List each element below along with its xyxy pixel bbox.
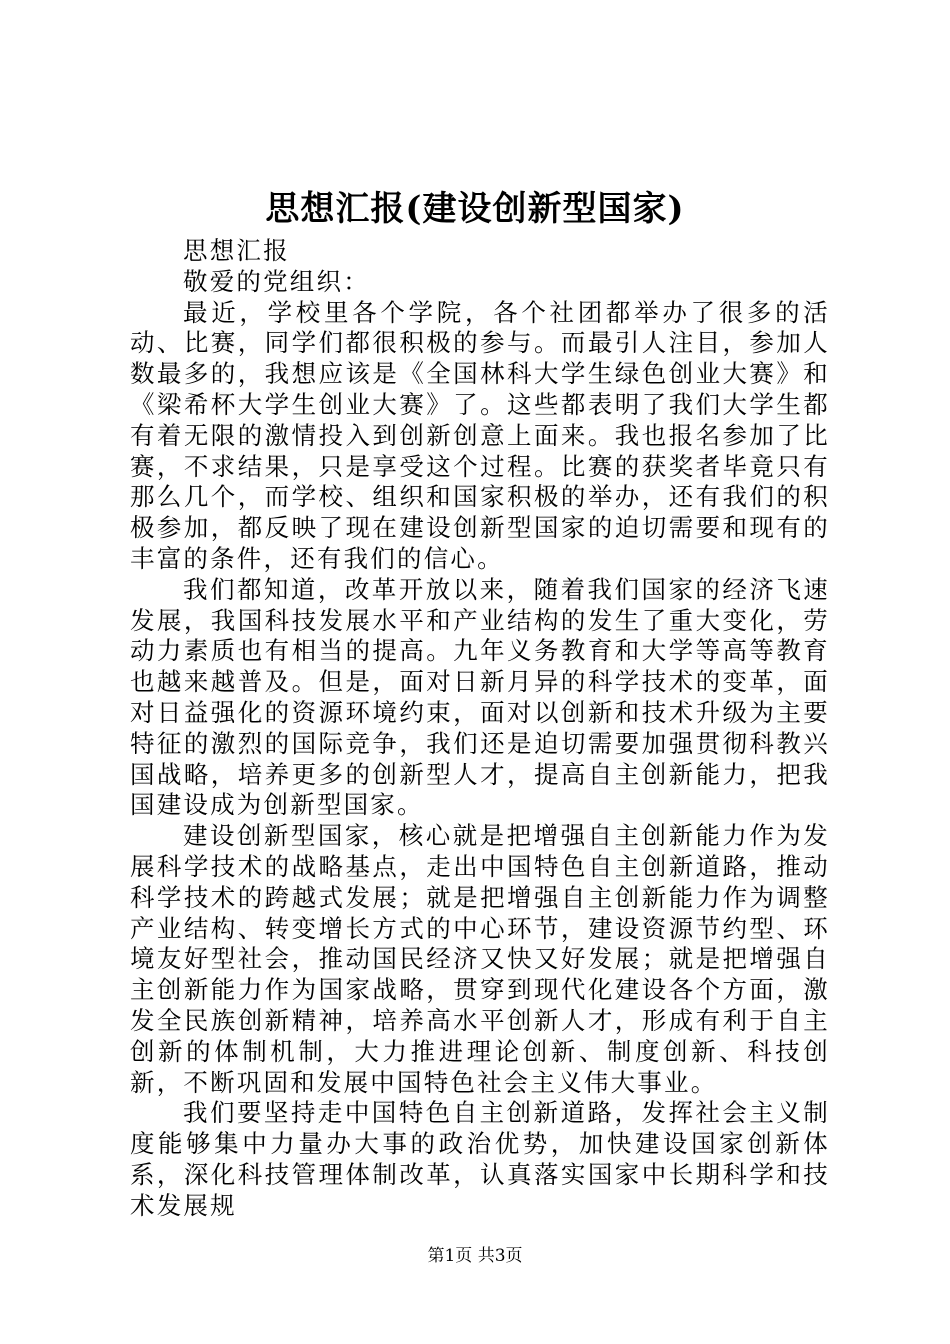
document-title: 思想汇报(建设创新型国家) (265, 189, 685, 229)
paragraph-1: 最近，学校里各个学院，各个社团都举办了很多的活动、比赛，同学们都很积极的参与。而最引人注目，参加人数最多的，我想应该是《全国林科大学生绿色创业大赛》和《梁希杯大学生创业大赛》了。这些都表明了我们大学生都有着无限的激情投入到创新创意上面来。我也报名参加了比赛，不求结果，只是享受这个过程。比赛的获奖者毕竟只有那么几个，而学校、组织和国家积极的举办，还有我们的积极参加，都反映了现在建设创新型国家的迫切需要和现有的丰富的条件，还有我们的信心。 (130, 297, 830, 573)
paragraph-4: 我们要坚持走中国特色自主创新道路，发挥社会主义制度能够集中力量办大事的政治优势，加快建设国家创新体系，深化科技管理体制改革，认真落实国家中长期科学和技术发展规 (130, 1098, 830, 1220)
paragraph-2: 我们都知道，改革开放以来，随着我们国家的经济飞速发展，我国科技发展水平和产业结构的发生了重大变化，劳动力素质也有相当的提高。九年义务教育和大学等高等教育也越来越普及。但是，面对日新月异的科学技术的变革，面对日益强化的资源环境约束，面对以创新和技术升级为主要特征的激烈的国际竞争，我们还是迫切需要加强贯彻科教兴国战略，培养更多的创新型人才，提高自主创新能力，把我国建设成为创新型国家。 (130, 574, 830, 820)
paragraph-3: 建设创新型国家，核心就是把增强自主创新能力作为发展科学技术的战略基点，走出中国特色自主创新道路，推动科学技术的跨越式发展；就是把增强自主创新能力作为调整产业结构、转变增长方式的中心环节，建设资源节约型、环境友好型社会，推动国民经济又快又好发展；就是把增强自主创新能力作为国家战略，贯穿到现代化建设各个方面，激发全民族创新精神，培养高水平创新人才，形成有利于自主创新的体制机制，大力推进理论创新、制度创新、科技创新，不断巩固和发展中国特色社会主义伟大事业。 (130, 821, 830, 1097)
heading-line: 思想汇报 (183, 236, 290, 265)
salutation-line: 敬爱的党组织： (183, 266, 370, 296)
page-number-footer: 第1页 共3页 (427, 1246, 523, 1266)
document-body (130, 236, 830, 1222)
